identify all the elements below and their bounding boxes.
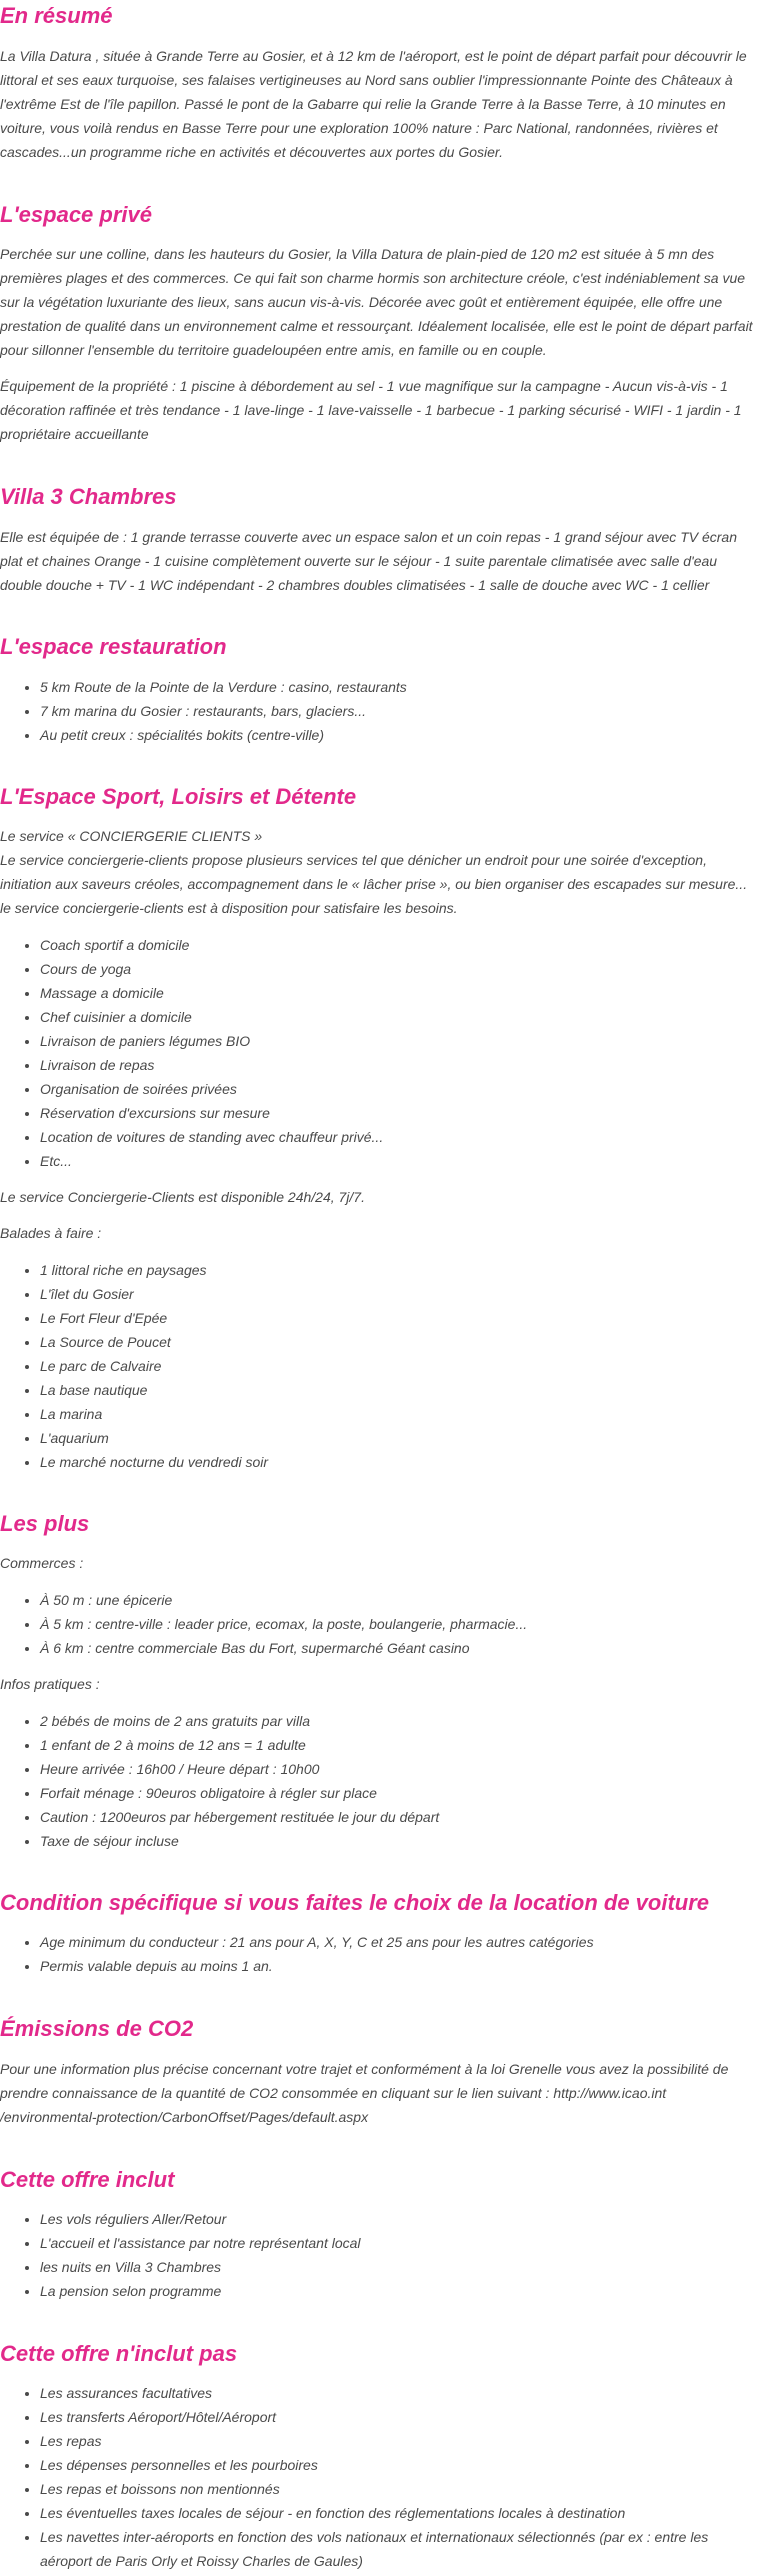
section-title-inclut: Cette offre inclut (0, 2167, 175, 2192)
conciergerie-availability: Le service Conciergerie-Clients est disponible 24h/24, 7j/7. (0, 1189, 365, 1205)
list-item: • Au petit creux : spécialités bokits (centre-ville) (40, 723, 753, 747)
list-item: • Les éventuelles taxes locales de séjour - en fonction des réglementations locales à destination (40, 2501, 753, 2525)
infos-pratiques-label: Infos pratiques : (0, 1676, 100, 1692)
list-item: • Le Fort Fleur d'Epée (40, 1306, 753, 1330)
section-title-exclut: Cette offre n'inclut pas (0, 2341, 238, 2366)
list-item: • L'îlet du Gosier (40, 1282, 753, 1306)
section-title-sport: L'Espace Sport, Loisirs et Détente (0, 784, 357, 809)
list-item: • 1 enfant de 2 à moins de 12 ans = 1 adulte (40, 1733, 753, 1757)
section-resume (0, 0, 753, 164)
inclut-list (0, 2207, 753, 2303)
balades-list (0, 1258, 753, 1474)
section-emissions-co2 (0, 2015, 753, 2129)
list-item: • Les navettes inter-aéroports en fonction des vols nationaux et internationaux sélectionnés (par ex : entre les aéroport de Paris Orly et Roissy Charles de Gaules) (40, 2525, 753, 2573)
list-item: • Les dépenses personnelles et les pourboires (40, 2453, 753, 2477)
infos-pratiques-list (0, 1709, 753, 1853)
list-item: • 1 littoral riche en paysages (40, 1258, 753, 1282)
commerces-label: Commerces : (0, 1555, 84, 1571)
list-item: • La pension selon programme (40, 2279, 753, 2303)
list-item: • À 5 km : centre-ville : leader price, ecomax, la poste, boulangerie, pharmacie... (40, 1612, 753, 1636)
section-title-co2: Émissions de CO2 (0, 2016, 194, 2041)
list-item: • Les transferts Aéroport/Hôtel/Aéroport (40, 2405, 753, 2429)
list-item: • Massage a domicile (40, 981, 753, 1005)
section-title-villa: Villa 3 Chambres (0, 484, 177, 509)
condition-list (0, 1930, 753, 1978)
list-item: • La base nautique (40, 1378, 753, 1402)
list-item: • Etc... (40, 1149, 753, 1173)
list-item: • Livraison de paniers légumes BIO (40, 1029, 753, 1053)
balades-label: Balades à faire : (0, 1225, 102, 1241)
villa-equipment-text: Elle est équipée de : 1 grande terrasse couverte avec un espace salon et un coin repas - 1 grand séjour avec TV écran plat et chaines Orange - 1 cuisine complètement ouverte sur le séjour - 1 suite parentale climatisée avec salle d'eau double douche + TV - 1 WC indépendant - 2 chambres doubles climatisées - 1 salle de douche avec WC - 1 cellier (0, 529, 737, 593)
section-villa (0, 483, 753, 597)
equipement-propriete: Équipement de la propriété : 1 piscine à débordement au sel - 1 vue magnifique sur la campagne - Aucun vis-à-vis - 1 décoration raffinée et très tendance - 1 lave-linge - 1 lave-vaisselle - 1 barbecue - 1 parking sécurisé - WIFI - 1 jardin - 1 propriétaire accueillante (0, 378, 742, 442)
co2-text: Pour une information plus précise concernant votre trajet et conformément à la loi Grenelle vous avez la possibilité de prendre connaissance de la quantité de CO2 consommée en cliquant sur le lien suivant : http://www.icao.int /environmental-protection/CarbonOffset/Pages/default.aspx (0, 2061, 729, 2125)
list-item: • Réservation d'excursions sur mesure (40, 1101, 753, 1125)
section-espace-prive (0, 201, 753, 446)
list-item: • Les vols réguliers Aller/Retour (40, 2207, 753, 2231)
section-title-resume: En résumé (0, 3, 113, 28)
conciergerie-heading: Le service « CONCIERGERIE CLIENTS » (0, 828, 263, 844)
list-item: • L'accueil et l'assistance par notre représentant local (40, 2231, 753, 2255)
list-item: • Livraison de repas (40, 1053, 753, 1077)
list-item: • Location de voitures de standing avec chauffeur privé... (40, 1125, 753, 1149)
resume-text: La Villa Datura , située à Grande Terre au Gosier, et à 12 km de l'aéroport, est le point de départ parfait pour découvrir le littoral et ses eaux turquoise, ses falaises vertigineuses au Nord sans oublier l'impressionnante Pointe des Châteaux à l'extrême Est de l'île papillon. Passé le pont de la Gabarre qui relie la Grande Terre à la Basse Terre, à 10 minutes en voiture, vous voilà rendus en Basse Terre pour une exploration 100% nature : Parc National, randonnées, rivières et cascades...un programme riche en activités et découvertes aux portes du Gosier. (0, 48, 747, 160)
list-item: • Cours de yoga (40, 957, 753, 981)
services-list (0, 933, 753, 1173)
section-sport-loisirs (0, 783, 753, 1474)
list-item: • Caution : 1200euros par hébergement restituée le jour du départ (40, 1805, 753, 1829)
list-item: • Le marché nocturne du vendredi soir (40, 1450, 753, 1474)
section-title-restauration: L'espace restauration (0, 634, 227, 659)
list-item: • Les repas (40, 2429, 753, 2453)
section-condition-voiture (0, 1889, 753, 1978)
section-title-condition: Condition spécifique si vous faites le choix de la location de voiture (0, 1890, 710, 1915)
list-item: • La Source de Poucet (40, 1330, 753, 1354)
commerces-list (0, 1588, 753, 1660)
list-item: • Les repas et boissons non mentionnés (40, 2477, 753, 2501)
section-offre-inclut (0, 2166, 753, 2303)
list-item: • Les assurances facultatives (40, 2381, 753, 2405)
section-title-espace-prive: L'espace privé (0, 202, 152, 227)
list-item: • Organisation de soirées privées (40, 1077, 753, 1101)
list-item: • Forfait ménage : 90euros obligatoire à régler sur place (40, 1781, 753, 1805)
list-item: • Le parc de Calvaire (40, 1354, 753, 1378)
conciergerie-note: le service conciergerie-clients est à disposition pour satisfaire les besoins. (0, 900, 458, 916)
list-item: • À 6 km : centre commerciale Bas du Fort, supermarché Géant casino (40, 1636, 753, 1660)
list-item: • 5 km Route de la Pointe de la Verdure : casino, restaurants (40, 675, 753, 699)
list-item: • Coach sportif a domicile (40, 933, 753, 957)
list-item: • Age minimum du conducteur : 21 ans pour A, X, Y, C et 25 ans pour les autres catégories (40, 1930, 753, 1954)
list-item: • 7 km marina du Gosier : restaurants, bars, glaciers... (40, 699, 753, 723)
conciergerie-description: Le service conciergerie-clients propose plusieurs services tel que dénicher un endroit pour une soirée d'exception, initiation aux saveurs créoles, accompagnement dans le « lâcher prise », ou bien organiser des escapades sur mesure... (0, 852, 748, 892)
list-item: • Heure arrivée : 16h00 / Heure départ : 10h00 (40, 1757, 753, 1781)
list-item: • 2 bébés de moins de 2 ans gratuits par villa (40, 1709, 753, 1733)
conciergerie-intro (0, 824, 753, 920)
espace-prive-description: Perchée sur une colline, dans les hauteurs du Gosier, la Villa Datura de plain-pied de 120 m2 est située à 5 mn des premières plages et des commerces. Ce qui fait son charme hormis son architecture créole, c'est indéniablement sa vue sur la végétation luxuriante des lieux, sans aucun vis-à-vis. Décorée avec goût et entièrement équipée, elle offre une prestation de qualité dans un environnement calme et ressourçant. Idéalement localisée, elle est le point de départ parfait pour sillonner l'ensemble du territoire guadeloupéen entre amis, en famille ou en couple. (0, 246, 753, 358)
restauration-list (0, 675, 753, 747)
list-item: • La marina (40, 1402, 753, 1426)
list-item: • les nuits en Villa 3 Chambres (40, 2255, 753, 2279)
section-les-plus (0, 1510, 753, 1853)
list-item: • Permis valable depuis au moins 1 an. (40, 1954, 753, 1978)
section-restauration (0, 633, 753, 747)
section-offre-exclut (0, 2340, 753, 2573)
list-item: • Chef cuisinier a domicile (40, 1005, 753, 1029)
list-item: • À 50 m : une épicerie (40, 1588, 753, 1612)
list-item: • L'aquarium (40, 1426, 753, 1450)
exclut-list (0, 2381, 753, 2573)
section-title-les-plus: Les plus (0, 1511, 90, 1536)
list-item: • Taxe de séjour incluse (40, 1829, 753, 1853)
